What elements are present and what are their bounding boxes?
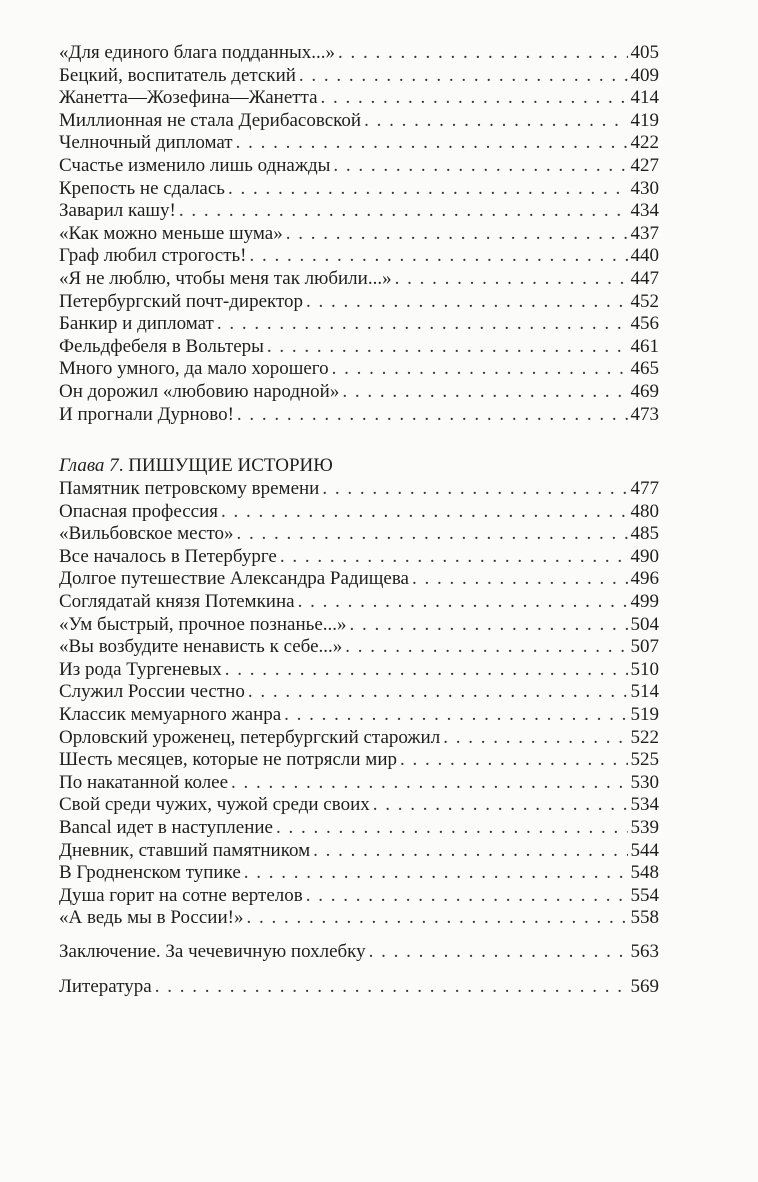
chapter-entries [59, 478, 659, 930]
dot-leader [284, 704, 627, 727]
entry-title: Заварил кашу! [59, 200, 176, 222]
dot-leader [248, 681, 628, 704]
toc-entry [59, 727, 659, 750]
entry-page: 563 [630, 940, 659, 962]
toc-entry [59, 358, 659, 381]
entry-page: 405 [630, 42, 659, 63]
entry-page: 539 [630, 817, 659, 838]
entry-title: Граф любил строгость! [59, 245, 247, 267]
toc-entry [59, 268, 659, 291]
entry-title: Крепость не сдалась [59, 177, 225, 199]
toc-entry-conclusion [59, 941, 659, 964]
entry-page: 525 [630, 749, 659, 771]
entry-page: 514 [630, 681, 659, 703]
toc-entry [59, 862, 659, 885]
entry-title: Дневник, ставший памятником [59, 839, 311, 861]
entry-page: 437 [630, 222, 659, 244]
section-entries [59, 42, 659, 426]
entry-title: «Вы возбудите ненависть к себе...» [59, 636, 343, 658]
entry-page: 507 [630, 636, 659, 658]
entry-title: Свой среди чужих, чужой среди своих [59, 794, 370, 816]
entry-page: 477 [630, 478, 659, 500]
entry-page: 452 [630, 290, 659, 312]
entry-title: Душа горит на сотне вертелов [59, 884, 303, 906]
dot-leader [338, 42, 627, 65]
entry-page: 496 [630, 568, 659, 590]
dot-leader [276, 817, 628, 840]
entry-title: Классик мемуарного жанра [59, 704, 282, 726]
dot-leader [412, 568, 628, 591]
dot-leader [345, 636, 627, 659]
toc-entry [59, 404, 659, 427]
entry-page: 414 [630, 87, 659, 109]
toc-entry [59, 885, 659, 908]
chapter-title: . ПИШУЩИЕ ИСТОРИЮ [118, 455, 333, 477]
entry-page: 434 [630, 200, 659, 222]
dot-leader [400, 749, 628, 772]
dot-leader [313, 840, 627, 863]
toc-entry [59, 681, 659, 704]
toc-entry [59, 636, 659, 659]
toc-entry [59, 381, 659, 404]
entry-page: 465 [630, 358, 659, 380]
entry-title: Все началось в Петербурге [59, 545, 277, 567]
toc-entry [59, 794, 659, 817]
entry-page: 473 [630, 403, 659, 425]
entry-title: Опасная профессия [59, 500, 219, 522]
entry-page: 558 [630, 907, 659, 929]
entry-page: 430 [630, 177, 659, 199]
dot-leader [250, 245, 628, 268]
entry-page: 499 [630, 591, 659, 613]
dot-leader [179, 200, 628, 223]
entry-page: 530 [630, 771, 659, 793]
entry-page: 456 [630, 313, 659, 335]
dot-leader [306, 885, 628, 908]
dot-leader [322, 478, 627, 501]
entry-page: 522 [630, 726, 659, 748]
dot-leader [246, 907, 627, 930]
toc-entry-literature [59, 976, 659, 999]
toc-entry [59, 245, 659, 268]
toc-entry [59, 42, 659, 65]
toc-entry [59, 200, 659, 223]
entry-title: Бецкий, воспитатель детский [59, 64, 296, 86]
dot-leader [443, 727, 627, 750]
entry-title: Памятник петровскому времени [59, 478, 320, 500]
entry-page: 427 [630, 154, 659, 176]
entry-title: И прогнали Дурново! [59, 403, 234, 425]
entry-title: «Я не люблю, чтобы меня так любили...» [59, 267, 392, 289]
dot-leader [217, 313, 628, 336]
entry-page: 569 [630, 975, 659, 997]
toc-entry [59, 223, 659, 246]
dot-leader [244, 862, 628, 885]
entry-page: 504 [630, 613, 659, 635]
toc-entry [59, 749, 659, 772]
toc-entry [59, 772, 659, 795]
entry-page: 422 [630, 132, 659, 154]
toc-entry [59, 907, 659, 930]
toc-entry [59, 523, 659, 546]
dot-leader [267, 336, 628, 359]
entry-page: 469 [630, 380, 659, 402]
entry-title: Bancal идет в наступление [59, 817, 273, 838]
entry-page: 480 [630, 500, 659, 522]
toc-entry [59, 840, 659, 863]
dot-leader [369, 941, 628, 964]
chapter-label: Глава 7 [59, 455, 119, 477]
dot-leader [373, 794, 628, 817]
entry-title: Из рода Тургеневых [59, 658, 222, 680]
entry-title: Петербургский почт-директор [59, 290, 304, 312]
toc-entry [59, 614, 659, 637]
toc-entry [59, 155, 659, 178]
entry-page: 544 [630, 839, 659, 861]
entry-page: 548 [630, 862, 659, 884]
toc-entry [59, 336, 659, 359]
entry-title: Орловский уроженец, петербургский старожил [59, 726, 441, 748]
dot-leader [221, 501, 627, 524]
entry-page: 409 [630, 64, 659, 86]
dot-leader [225, 659, 628, 682]
entry-page: 485 [630, 523, 659, 545]
toc-entry [59, 87, 659, 110]
toc-entry [59, 591, 659, 614]
dot-leader [350, 614, 628, 637]
entry-page: 440 [630, 245, 659, 267]
dot-leader [237, 523, 628, 546]
dot-leader [236, 132, 628, 155]
dot-leader [306, 291, 627, 314]
dot-leader [231, 772, 627, 795]
dot-leader [228, 178, 628, 201]
toc-entry [59, 817, 659, 840]
toc-entry [59, 659, 659, 682]
entry-title: По накатанной колее [59, 771, 229, 793]
entry-page: 554 [630, 884, 659, 906]
toc-entry [59, 704, 659, 727]
dot-leader [298, 591, 628, 614]
toc-entry [59, 178, 659, 201]
entry-title: «Для единого блага подданных...» [59, 42, 336, 63]
dot-leader [280, 546, 628, 569]
entry-title: Он дорожил «любовию народной» [59, 380, 340, 402]
entry-title: «Вильбовское место» [59, 523, 234, 545]
entry-title: Счастье изменило лишь однажды [59, 154, 331, 176]
toc-entry [59, 568, 659, 591]
entry-title: «Как можно меньше шума» [59, 222, 283, 244]
dot-leader [364, 110, 627, 133]
entry-title: Служил России честно [59, 681, 245, 703]
dot-leader [332, 358, 628, 381]
dot-leader [321, 87, 628, 110]
entry-title: Жанетта—Жозефина—Жанетта [59, 87, 318, 109]
entry-title: Миллионная не стала Дерибасовской [59, 109, 362, 131]
dot-leader [333, 155, 627, 178]
dot-leader [299, 65, 628, 88]
entry-title: Челночный дипломат [59, 132, 233, 154]
toc-entry [59, 132, 659, 155]
entry-title: «А ведь мы в России!» [59, 907, 244, 929]
dot-leader [237, 404, 628, 427]
entry-page: 519 [630, 704, 659, 726]
entry-page: 490 [630, 545, 659, 567]
toc-entry [59, 65, 659, 88]
entry-page: 510 [630, 658, 659, 680]
toc-entry [59, 501, 659, 524]
entry-title: Литература [59, 975, 152, 997]
entry-title: Фельдфебеля в Вольтеры [59, 335, 264, 357]
toc-entry [59, 110, 659, 133]
dot-leader [395, 268, 628, 291]
entry-page: 447 [630, 267, 659, 289]
toc-entry [59, 291, 659, 314]
entry-title: Заключение. За чечевичную похлебку [59, 940, 366, 962]
dot-leader [155, 976, 628, 999]
toc-entry [59, 313, 659, 336]
dot-leader [286, 223, 628, 246]
toc-entry [59, 546, 659, 569]
entry-title: Долгое путешествие Александра Радищева [59, 568, 409, 590]
entry-page: 461 [630, 335, 659, 357]
entry-page: 534 [630, 794, 659, 816]
entry-page: 419 [630, 109, 659, 131]
toc-entry [59, 478, 659, 501]
table-of-contents [59, 42, 659, 998]
entry-title: Соглядатай князя Потемкина [59, 591, 295, 613]
dot-leader [342, 381, 627, 404]
entry-title: Много умного, да мало хорошего [59, 358, 329, 380]
entry-title: В Гродненском тупике [59, 862, 241, 884]
entry-title: Шесть месяцев, которые не потрясли мир [59, 749, 397, 771]
entry-title: «Ум быстрый, прочное познанье...» [59, 613, 347, 635]
chapter-heading [59, 454, 659, 478]
entry-title: Банкир и дипломат [59, 313, 214, 335]
